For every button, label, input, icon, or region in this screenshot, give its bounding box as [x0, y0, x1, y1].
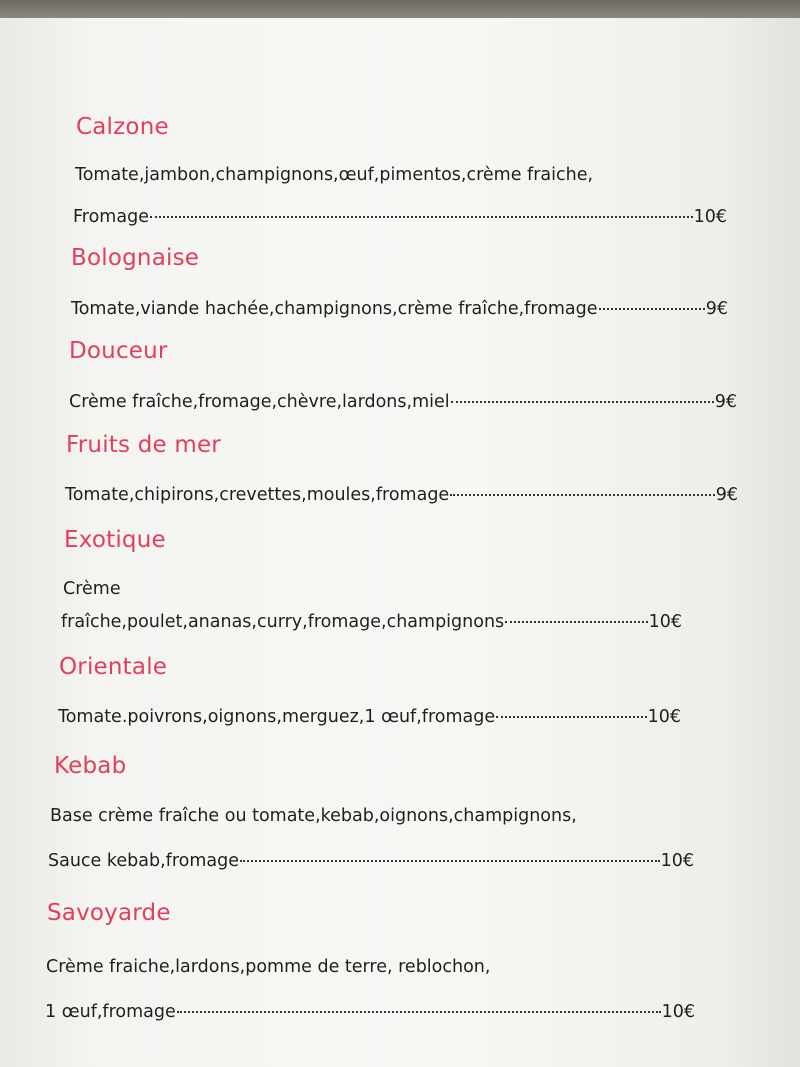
menu-item-price-line: [45, 1002, 695, 1022]
menu-item-ingredients: Tomate,viande hachée,champignons,crème fraîche,fromage: [71, 299, 598, 319]
menu-item-ingredients: Sauce kebab,fromage: [48, 851, 239, 871]
menu-item-ingredients: fraîche,poulet,ananas,curry,fromage,champignons: [61, 612, 505, 632]
menu-item-price-line: [65, 485, 738, 505]
menu-item-price: 10€: [647, 707, 681, 727]
menu-item-price-line: [71, 299, 728, 319]
menu-item-ingredients: Fromage: [73, 207, 149, 227]
leader-dots: [505, 621, 647, 623]
menu-item-ingredients: 1 œuf,fromage: [45, 1002, 176, 1022]
menu-item-name: Kebab: [54, 753, 127, 779]
menu-item-price-line: [69, 392, 737, 412]
menu-item-price-line: [48, 851, 694, 871]
menu-item-price: 9€: [705, 299, 728, 319]
menu-item-name: Douceur: [69, 338, 168, 364]
leader-dots: [150, 216, 693, 218]
menu-item-name: Savoyarde: [47, 900, 171, 926]
menu-item-name: Orientale: [59, 654, 168, 680]
menu-item-price: 9€: [714, 392, 737, 412]
background-edge: [0, 0, 800, 18]
leader-dots: [177, 1011, 661, 1013]
menu-item-ingredients: Crème fraîche,fromage,chèvre,lardons,miel: [69, 392, 450, 412]
menu-item-name: Fruits de mer: [66, 432, 221, 458]
menu-item-price-line: [61, 612, 682, 632]
leader-dots: [240, 860, 660, 862]
menu-item-name: Exotique: [64, 527, 166, 553]
leader-dots: [451, 401, 714, 403]
menu-item-name: Calzone: [76, 114, 169, 140]
menu-item-name: Bolognaise: [71, 245, 200, 271]
menu-item-price-line: [58, 707, 681, 727]
menu-item-ingredients: Crème fraiche,lardons,pomme de terre, reblochon,: [46, 957, 491, 977]
menu-item-price-line: [73, 207, 727, 227]
menu-item-price: 10€: [648, 612, 682, 632]
menu-item-price: 10€: [693, 207, 727, 227]
menu-item-ingredients: Tomate,jambon,champignons,œuf,pimentos,crème fraiche,: [75, 165, 594, 185]
menu-item-ingredients: Base crème fraîche ou tomate,kebab,oignons,champignons,: [50, 806, 577, 826]
menu-item-ingredients: Tomate.poivrons,oignons,merguez,1 œuf,fromage: [58, 707, 496, 727]
menu-item-price: 10€: [661, 1002, 695, 1022]
leader-dots: [450, 494, 715, 496]
menu-item-price: 10€: [660, 851, 694, 871]
leader-dots: [496, 716, 646, 718]
menu-item-ingredients: Tomate,chipirons,crevettes,moules,fromage: [65, 485, 450, 505]
menu-item-price: 9€: [715, 485, 738, 505]
menu-item-ingredients: Crème: [63, 579, 121, 599]
leader-dots: [599, 308, 705, 310]
